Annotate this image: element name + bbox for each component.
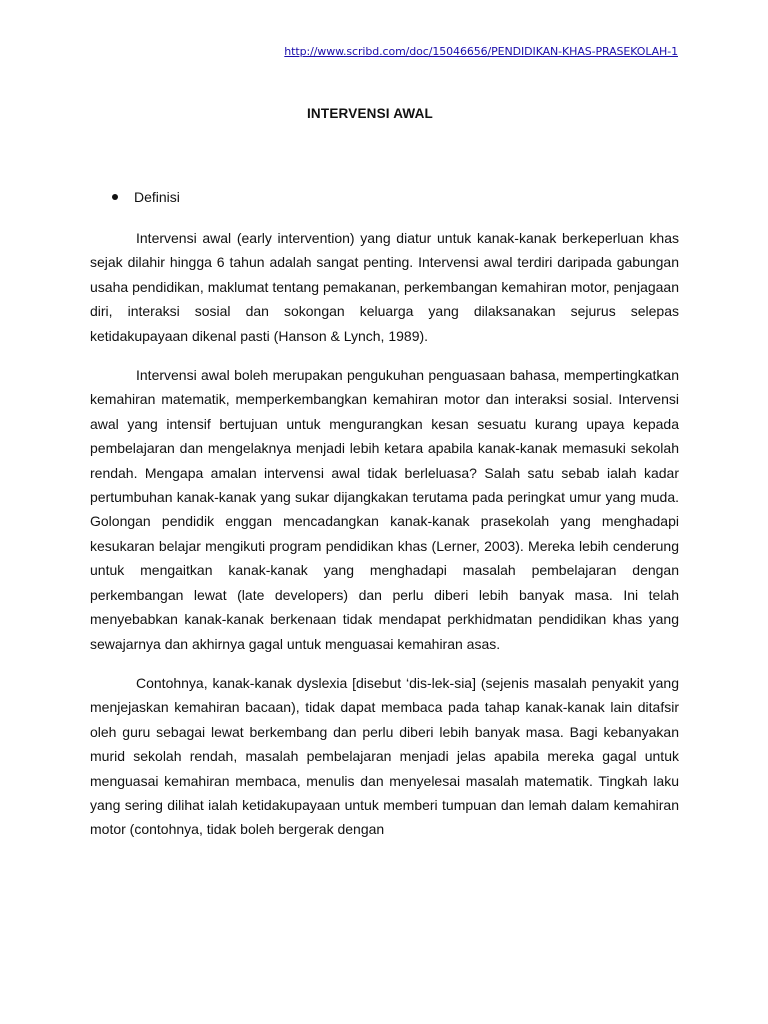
bullet-label: Definisi [134, 189, 180, 205]
document-body [90, 226, 679, 857]
document-title: INTERVENSI AWAL [306, 106, 434, 121]
bullet-item-definisi [112, 189, 180, 205]
paragraph-2: Intervensi awal boleh merupakan pengukuhan penguasaan bahasa, mempertingkatkan kemahiran matematik, memperkembangkan kemahiran motor dan interaksi sosial. Intervensi awal yang intensif bertujuan untuk mengurangkan kesan sesuatu kurang upaya kepada pembelajaran dan mengelaknya menjadi lebih ketara apabila kanak-kanak memasuki sekolah rendah. Mengapa amalan intervensi awal tidak berleluasa? Salah satu sebab ialah kadar pertumbuhan kanak-kanak yang sukar dijangkakan terutama pada peringkat umur yang muda. Golongan pendidik enggan mencadangkan kanak-kanak prasekolah yang menghadapi kesukaran belajar mengikuti program pendidikan khas (Lerner, 2003). Mereka lebih cenderung untuk mengaitkan kanak-kanak yang menghadapi masalah pembelajaran dengan perkembangan lewat (late developers) dan perlu diberi lebih banyak masa. Ini telah menyebabkan kanak-kanak berkenaan tidak mendapat perkhidmatan pendidikan khas yang sewajarnya dan akhirnya gagal untuk menguasai kemahiran asas. [90, 367, 679, 652]
bullet-dot-icon [112, 194, 118, 200]
paragraph-1: Intervensi awal (early intervention) yang diatur untuk kanak-kanak berkeperluan khas sejak dilahir hingga 6 tahun adalah sangat penting. Intervensi awal terdiri daripada gabungan usaha pendidikan, maklumat tentang pemakanan, perkembangan kemahiran motor, penjagaan diri, interaksi sosial dan sokongan keluarga yang dilaksanakan sejurus selepas ketidakupayaan dikenal pasti (Hanson & Lynch, 1989). [90, 230, 679, 344]
paragraph-3: Contohnya, kanak-kanak dyslexia [disebut ‘dis-lek-sia] (sejenis masalah penyakit yang menjejaskan kemahiran bacaan), tidak dapat membaca pada tahap kanak-kanak lain ditafsir oleh guru sebagai lewat berkembang dan perlu diberi lebih banyak masa. Bagi kebanyakan murid sekolah rendah, masalah pembelajaran menjadi jelas apabila mereka gagal untuk menguasai kemahiran membaca, menulis dan menyelesai masalah matematik. Tingkah laku yang sering dilihat ialah ketidakupayaan untuk memberi tumpuan dan lemah dalam kemahiran motor (contohnya, tidak boleh bergerak dengan [90, 674, 679, 838]
source-url-link[interactable]: http://www.scribd.com/doc/15046656/PENDIDIKAN-KHAS-PRASEKOLAH-1 [284, 45, 678, 58]
